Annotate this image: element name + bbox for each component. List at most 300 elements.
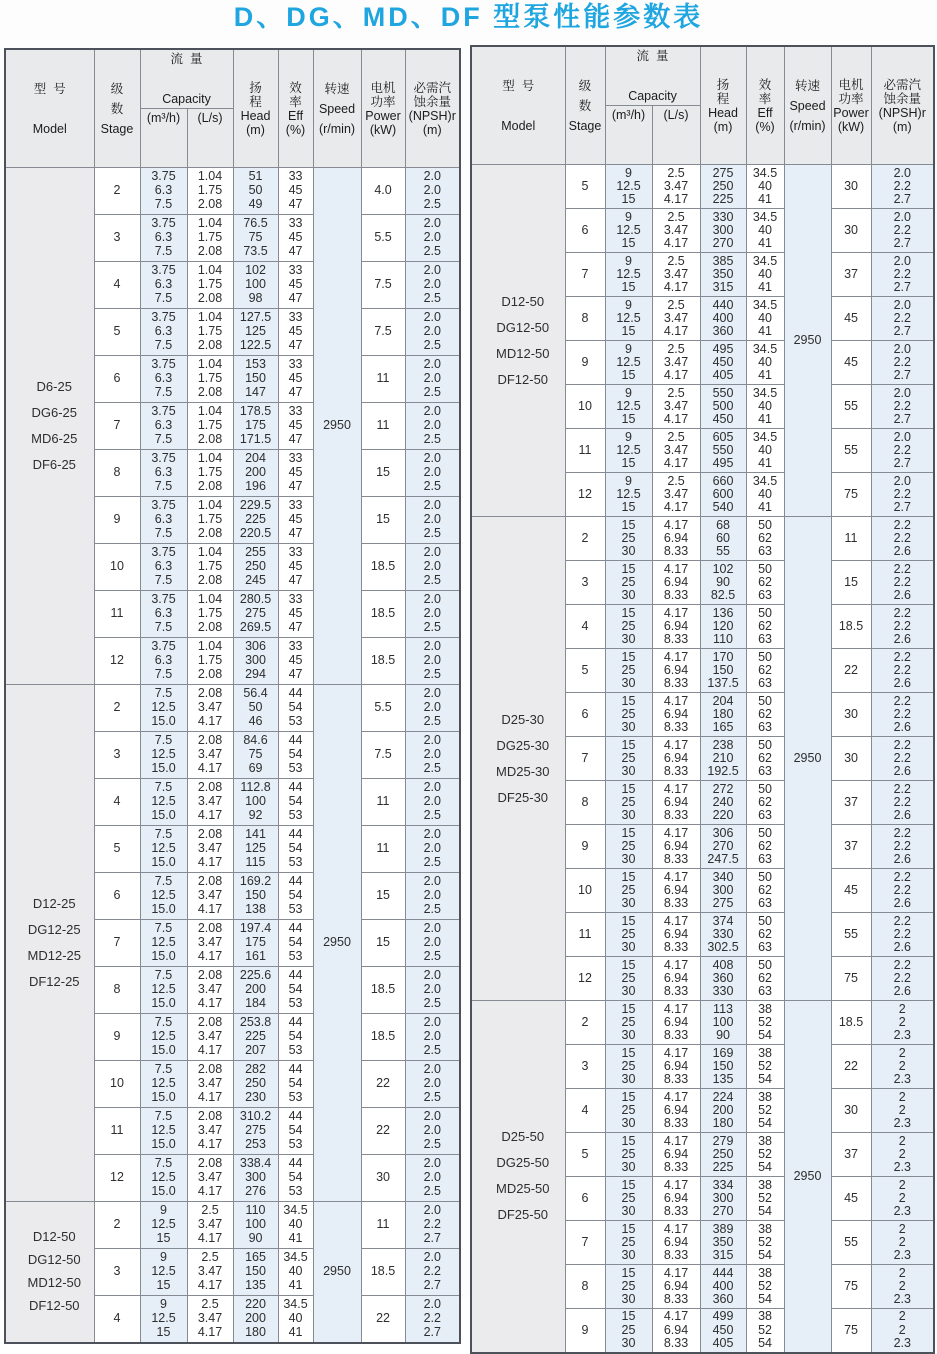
col-header-head: [233, 49, 278, 168]
capacity-ls-cell-value: 6.94: [663, 1058, 689, 1073]
col-header-capacity: [140, 49, 233, 109]
head-cell-value: 165: [712, 720, 734, 735]
eff-cell-value: 47: [288, 478, 303, 493]
eff-cell-value: 63: [758, 852, 772, 867]
npsh-cell-value: 2.0: [423, 512, 441, 527]
capacity-m3h-cell: [605, 165, 652, 209]
speed-cell-value: 2950: [323, 1263, 351, 1278]
eff-cell: [746, 649, 784, 693]
capacity-m3h-cell-value: 30: [621, 1116, 636, 1131]
stage-cell-value: 7: [113, 935, 121, 950]
capacity-m3h-cell: [605, 385, 652, 429]
npsh-cell-value: 2.2: [893, 882, 911, 897]
head-cell: [233, 1014, 278, 1061]
eff-cell-value: 50: [758, 649, 772, 664]
capacity-m3h-cell: [605, 429, 652, 473]
eff-cell: [278, 779, 313, 826]
capacity-m3h-cell: [605, 1265, 652, 1309]
npsh-cell-value: 2.2: [893, 913, 911, 928]
capacity-ls-cell-value: 2.08: [197, 1015, 223, 1030]
capacity-m3h-cell-value: 15: [621, 1177, 636, 1192]
table-row: [5, 1202, 460, 1249]
capacity-m3h-cell-value: 6.3: [154, 183, 173, 198]
capacity-ls-cell-value: 2.08: [197, 337, 223, 352]
col-header-speed-line: 转速: [795, 78, 821, 93]
capacity-ls-cell-value: 2.08: [197, 290, 223, 305]
capacity-m3h-cell-value: 15: [621, 605, 636, 620]
head-cell: [233, 497, 278, 544]
capacity-m3h-cell-value: 12.5: [151, 888, 176, 903]
npsh-cell: [871, 165, 934, 209]
col-header-capacity-line: Capacity: [162, 92, 211, 106]
head-cell-value: 100: [712, 1014, 734, 1029]
capacity-m3h-cell-value: 15: [621, 1001, 636, 1016]
head-cell: [700, 253, 746, 297]
eff-cell-value: 44: [288, 780, 303, 795]
eff-cell: [746, 825, 784, 869]
col-header-stage-lines: [566, 79, 605, 133]
stage-cell: [565, 737, 605, 781]
model-label: DG12-50: [496, 319, 550, 335]
npsh-cell-value: 2.2: [893, 750, 911, 765]
capacity-m3h-cell-value: 6.3: [154, 465, 173, 480]
eff-cell-value: 40: [758, 398, 772, 413]
col-header-power-lines: [362, 81, 405, 137]
capacity-m3h-cell-value: 3.75: [151, 451, 176, 466]
model-label: DG12-50: [27, 1252, 81, 1268]
npsh-cell: [405, 779, 460, 826]
capacity-ls-cell-value: 6.94: [663, 1146, 689, 1161]
capacity-ls-cell-value: 2.5: [201, 1203, 219, 1218]
npsh-cell-value: 2.0: [423, 747, 441, 762]
page-title: D、DG、MD、DF 型泵性能参数表: [233, 2, 704, 32]
col-header-speed-lines: [785, 79, 831, 133]
eff-cell: [278, 920, 313, 967]
head-cell-value: 175: [245, 935, 266, 950]
eff-cell-value: 33: [288, 639, 303, 654]
npsh-cell-value: 2.0: [893, 429, 911, 444]
capacity-ls-cell: [187, 779, 233, 826]
capacity-m3h-cell-value: 7.5: [154, 290, 173, 305]
npsh-cell-value: 2.0: [423, 230, 441, 245]
npsh-cell-value: 2.0: [423, 559, 441, 574]
capacity-ls-cell-value: 8.33: [663, 764, 689, 779]
capacity-ls-cell: [187, 450, 233, 497]
head-cell-value: 175: [245, 418, 266, 433]
head-cell-value: 405: [712, 368, 734, 383]
head-cell-value: 50: [248, 183, 263, 198]
npsh-cell-value: 2.2: [893, 222, 911, 237]
eff-cell-value: 54: [758, 1072, 772, 1087]
model-cell: [5, 685, 94, 1202]
npsh-cell: [405, 1202, 460, 1249]
npsh-cell-value: 2.0: [423, 874, 441, 889]
eff-cell: [746, 165, 784, 209]
power-cell-value: 30: [844, 1102, 858, 1117]
npsh-cell-value: 2.6: [893, 632, 911, 647]
head-cell-value: 385: [712, 253, 734, 268]
eff-cell-value: 45: [288, 183, 303, 198]
capacity-m3h-cell-value: 12.5: [616, 266, 641, 281]
npsh-cell-value: 2.6: [893, 896, 911, 911]
capacity-ls-cell: [652, 869, 700, 913]
capacity-ls-cell-value: 4.17: [197, 901, 223, 916]
npsh-cell-value: 2.0: [423, 1062, 441, 1077]
capacity-ls-cell-value: 6.94: [663, 1234, 689, 1249]
capacity-ls-cell-value: 4.17: [663, 825, 689, 840]
stage-cell: [565, 1309, 605, 1353]
eff-cell-value: 45: [288, 653, 303, 668]
stage-cell: [94, 638, 140, 685]
col-header-head-lines: [701, 78, 746, 134]
capacity-ls-cell-value: 3.47: [197, 888, 223, 903]
capacity-m3h-cell-value: 25: [621, 662, 636, 677]
eff-cell-value: 62: [758, 618, 772, 633]
col-header-power-line: (kW): [369, 122, 397, 137]
eff-cell-value: 45: [288, 324, 303, 339]
model-label: D6-25: [36, 379, 72, 394]
capacity-ls-cell: [652, 1309, 700, 1353]
eff-cell-value: 53: [288, 1183, 303, 1198]
npsh-cell-value: 2.7: [893, 324, 911, 339]
npsh-cell-value: 2.0: [893, 341, 911, 356]
eff-cell-value: 54: [288, 935, 303, 950]
capacity-m3h-cell-value: 9: [160, 1250, 167, 1265]
capacity-m3h-cell-value: 15: [621, 825, 636, 840]
capacity-ls-cell-value: 3.47: [197, 1029, 223, 1044]
col-header-eff: [746, 46, 784, 165]
head-cell-value: 360: [712, 1292, 734, 1307]
stage-cell-value: 10: [578, 398, 592, 413]
model-label: D12-50: [501, 293, 545, 309]
col-header-npsh: [871, 46, 934, 165]
head-cell-value: 275: [712, 165, 734, 180]
capacity-m3h-cell-value: 15.0: [151, 901, 176, 916]
col-header-capacity-unit-0-line: (m³/h): [146, 111, 181, 125]
col-header-stage-line: 数: [110, 101, 124, 116]
stage-cell-value: 4: [113, 794, 121, 809]
eff-cell: [746, 385, 784, 429]
col-header-npsh-lines: [872, 78, 934, 134]
npsh-cell-value: 2.2: [423, 1217, 441, 1232]
npsh-cell-value: 2.0: [423, 1297, 441, 1312]
capacity-ls-cell-value: 4.17: [663, 561, 689, 576]
capacity-ls-cell: [652, 1221, 700, 1265]
power-cell-value: 15: [376, 465, 390, 480]
capacity-ls-cell-value: 4.17: [663, 236, 689, 251]
capacity-m3h-cell: [605, 737, 652, 781]
npsh-cell-value: 2.0: [893, 209, 911, 224]
capacity-ls-cell-value: 4.17: [663, 605, 689, 620]
head-cell-value: 200: [245, 465, 266, 480]
power-cell: [361, 779, 405, 826]
npsh-cell-value: 2.2: [893, 693, 911, 708]
capacity-m3h-cell-value: 30: [621, 1028, 636, 1043]
capacity-ls-cell-value: 4.17: [197, 995, 223, 1010]
eff-cell-value: 52: [758, 1278, 772, 1293]
stage-cell: [94, 920, 140, 967]
head-cell-value: 605: [712, 429, 734, 444]
eff-cell-value: 40: [758, 442, 772, 457]
npsh-cell-value: 2.2: [893, 706, 911, 721]
stage-cell: [565, 1221, 605, 1265]
capacity-ls-cell-value: 4.17: [197, 1277, 223, 1292]
npsh-cell-value: 2.7: [893, 500, 911, 515]
capacity-m3h-cell-value: 30: [621, 1335, 636, 1350]
head-cell-value: 405: [712, 1335, 734, 1350]
eff-cell-value: 62: [758, 794, 772, 809]
head-cell-value: 300: [245, 1170, 266, 1185]
head-cell-value: 300: [712, 1190, 734, 1205]
npsh-cell-value: 2.2: [893, 794, 911, 809]
power-cell: [831, 253, 871, 297]
npsh-cell-value: 2.3: [893, 1248, 911, 1263]
capacity-m3h-cell-value: 30: [621, 720, 636, 735]
table-body: [471, 165, 934, 1353]
npsh-cell-value: 2.2: [893, 662, 911, 677]
capacity-ls-cell-value: 4.17: [663, 1265, 689, 1280]
eff-cell-value: 62: [758, 574, 772, 589]
eff-cell-value: 40: [758, 486, 772, 501]
head-cell-value: 225: [245, 1029, 266, 1044]
capacity-m3h-cell-value: 6.3: [154, 653, 173, 668]
npsh-cell-value: 2.0: [423, 404, 441, 419]
npsh-cell: [405, 685, 460, 732]
power-cell-value: 22: [376, 1076, 390, 1091]
capacity-m3h-cell-value: 9: [625, 297, 632, 312]
eff-cell: [278, 1061, 313, 1108]
eff-cell-value: 63: [758, 544, 772, 559]
col-header-power-line: (kW): [837, 119, 865, 134]
capacity-m3h-cell-value: 15: [621, 737, 636, 752]
npsh-cell-value: 2.5: [423, 431, 441, 446]
power-cell-value: 45: [844, 310, 858, 325]
eff-cell-value: 62: [758, 838, 772, 853]
capacity-ls-cell: [652, 561, 700, 605]
head-cell-value: 340: [712, 869, 734, 884]
capacity-m3h-cell-value: 25: [621, 1234, 636, 1249]
eff-cell-value: 47: [288, 572, 303, 587]
col-header-model-line: Model: [501, 118, 536, 133]
capacity-m3h-cell-value: 9: [160, 1203, 167, 1218]
npsh-cell-value: 2: [898, 1309, 906, 1324]
capacity-m3h-cell-value: 7.5: [154, 525, 173, 540]
npsh-cell-value: 2: [898, 1102, 906, 1117]
col-header-model-lines: [472, 79, 565, 133]
head-cell-value: 46: [248, 713, 263, 728]
npsh-cell-value: 2.2: [893, 869, 911, 884]
capacity-ls-cell-value: 8.33: [663, 1204, 689, 1219]
head-cell-value: 178.5: [239, 404, 272, 419]
head-cell-value: 269.5: [239, 619, 272, 634]
power-cell: [361, 1202, 405, 1249]
capacity-m3h-cell-value: 6.3: [154, 418, 173, 433]
npsh-cell-value: 2.0: [423, 1109, 441, 1124]
capacity-m3h-cell-value: 30: [621, 1292, 636, 1307]
capacity-m3h-cell: [140, 1014, 187, 1061]
head-cell-value: 137.5: [707, 676, 739, 691]
head-cell-value: 272: [712, 781, 734, 796]
capacity-m3h-cell-value: 9: [625, 209, 632, 224]
npsh-cell-value: 2: [898, 1089, 906, 1104]
head-cell: [700, 561, 746, 605]
capacity-ls-cell-value: 2.5: [201, 1250, 219, 1265]
col-header-power: [831, 46, 871, 165]
npsh-cell-value: 2.2: [893, 178, 911, 193]
eff-cell: [746, 561, 784, 605]
npsh-cell-value: 2.0: [423, 982, 441, 997]
capacity-ls-cell-value: 8.33: [663, 852, 689, 867]
power-cell: [831, 957, 871, 1001]
col-header-capacity-lines: [141, 52, 233, 106]
stage-cell: [565, 165, 605, 209]
npsh-cell: [871, 1089, 934, 1133]
capacity-ls-cell: [187, 1155, 233, 1202]
capacity-m3h-cell-value: 25: [621, 882, 636, 897]
head-cell-value: 200: [245, 982, 266, 997]
npsh-cell-value: 2.0: [423, 498, 441, 513]
eff-cell-value: 52: [758, 1190, 772, 1205]
stage-cell: [565, 341, 605, 385]
head-cell-value: 276: [245, 1183, 266, 1198]
npsh-cell: [405, 450, 460, 497]
capacity-m3h-cell: [605, 297, 652, 341]
capacity-m3h-cell-value: 15.0: [151, 1042, 176, 1057]
power-cell: [831, 429, 871, 473]
head-cell-value: 122.5: [239, 337, 272, 352]
col-header-head: [700, 46, 746, 165]
model-label: DG6-25: [31, 405, 78, 420]
stage-cell: [565, 605, 605, 649]
capacity-ls-cell-value: 1.75: [197, 512, 223, 527]
power-cell-value: 7.5: [374, 277, 392, 292]
eff-cell-value: 34.5: [283, 1250, 308, 1265]
power-cell-value: 22: [844, 662, 858, 677]
model-cell: [471, 165, 565, 517]
eff-cell: [278, 1249, 313, 1296]
col-header-power: [361, 49, 405, 168]
npsh-cell-value: 2.2: [893, 574, 911, 589]
capacity-m3h-cell-value: 7.5: [154, 780, 173, 795]
eff-cell-value: 45: [288, 418, 303, 433]
npsh-cell-value: 2.5: [423, 384, 441, 399]
stage-cell: [94, 356, 140, 403]
capacity-ls-cell-value: 4.17: [663, 1177, 689, 1192]
capacity-ls-cell-value: 2.08: [197, 921, 223, 936]
capacity-ls-cell-value: 1.04: [197, 310, 223, 325]
capacity-ls-cell: [187, 967, 233, 1014]
col-header-head-line: Head: [708, 105, 738, 120]
stage-cell: [565, 825, 605, 869]
head-cell-value: 250: [712, 178, 734, 193]
capacity-m3h-cell-value: 12.5: [616, 398, 641, 413]
eff-cell: [278, 544, 313, 591]
capacity-m3h-cell-value: 15: [156, 1324, 171, 1339]
col-header-capacity-unit-0-lines: [606, 108, 652, 162]
capacity-m3h-cell: [140, 826, 187, 873]
capacity-ls-cell: [187, 403, 233, 450]
head-cell-value: 196: [245, 478, 266, 493]
capacity-ls-cell-value: 3.47: [197, 1217, 223, 1232]
stage-cell-value: 2: [113, 183, 121, 198]
npsh-cell-value: 2.7: [423, 1230, 441, 1245]
capacity-m3h-cell-value: 3.75: [151, 216, 176, 231]
eff-cell-value: 34.5: [752, 385, 778, 400]
npsh-cell-value: 2.2: [893, 517, 911, 532]
capacity-m3h-cell: [140, 215, 187, 262]
head-cell: [233, 215, 278, 262]
npsh-cell-value: 2.0: [423, 606, 441, 621]
npsh-cell-value: 2.5: [423, 995, 441, 1010]
capacity-m3h-cell: [140, 1249, 187, 1296]
capacity-ls-cell: [652, 209, 700, 253]
npsh-cell-value: 2.7: [893, 192, 911, 207]
power-cell: [361, 450, 405, 497]
col-header-eff-line: (%): [755, 119, 775, 134]
power-cell: [831, 869, 871, 913]
head-cell-value: 306: [245, 639, 266, 654]
capacity-ls-cell-value: 3.47: [663, 442, 689, 457]
capacity-ls-cell: [187, 309, 233, 356]
capacity-m3h-cell-value: 25: [621, 1146, 636, 1161]
capacity-m3h-cell-value: 30: [621, 984, 636, 999]
head-cell-value: 220: [712, 808, 734, 823]
col-header-npsh-line: 蚀余量: [883, 91, 922, 106]
npsh-cell: [871, 297, 934, 341]
col-header-stage-line: Stage: [568, 118, 602, 133]
capacity-ls-cell: [652, 737, 700, 781]
head-cell-value: 240: [712, 794, 734, 809]
stage-cell: [94, 732, 140, 779]
head-cell-value: 147: [245, 384, 266, 399]
head-cell-value: 92: [248, 807, 263, 822]
capacity-ls-cell-value: 2.5: [667, 297, 685, 312]
eff-cell-value: 41: [758, 456, 772, 471]
head-cell: [233, 967, 278, 1014]
model-cell: [5, 1202, 94, 1343]
power-cell: [361, 591, 405, 638]
npsh-cell-value: 2.6: [893, 544, 911, 559]
eff-cell-value: 53: [288, 807, 303, 822]
head-cell: [233, 1061, 278, 1108]
npsh-cell-value: 2.2: [893, 530, 911, 545]
head-cell-value: 210: [712, 750, 734, 765]
capacity-ls-cell: [652, 341, 700, 385]
capacity-ls-cell: [652, 1133, 700, 1177]
head-cell: [233, 1202, 278, 1249]
capacity-m3h-cell-value: 30: [621, 544, 636, 559]
eff-cell-value: 53: [288, 713, 303, 728]
capacity-m3h-cell-value: 12.5: [151, 747, 176, 762]
stage-cell: [94, 1014, 140, 1061]
eff-cell-value: 62: [758, 970, 772, 985]
power-cell-value: 30: [844, 750, 858, 765]
npsh-cell: [871, 869, 934, 913]
eff-cell-value: 54: [288, 1123, 303, 1138]
head-cell-value: 102: [712, 561, 734, 576]
capacity-ls-cell-value: 1.75: [197, 606, 223, 621]
col-header-power-lines: [832, 78, 871, 134]
head-cell-value: 300: [245, 653, 266, 668]
capacity-m3h-cell-value: 15: [621, 412, 636, 427]
eff-cell-value: 50: [758, 781, 772, 796]
capacity-ls-cell-value: 1.04: [197, 545, 223, 560]
power-cell-value: 15: [376, 888, 390, 903]
power-cell: [831, 649, 871, 693]
power-cell-value: 15: [376, 512, 390, 527]
eff-cell-value: 41: [758, 236, 772, 251]
capacity-ls-cell-value: 2.5: [201, 1297, 219, 1312]
